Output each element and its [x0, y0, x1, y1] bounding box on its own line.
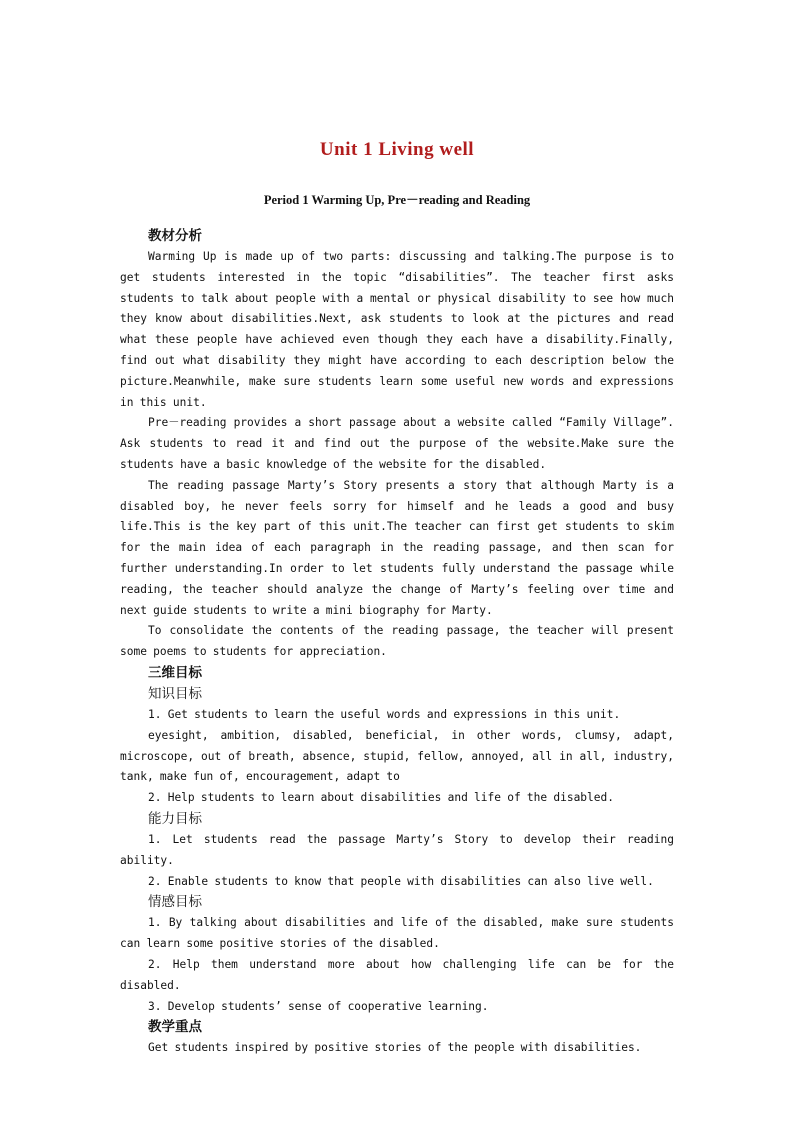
analysis-section: [120, 226, 674, 663]
analysis-paragraph-consolidate: To consolidate the contents of the reading passage, the teacher will present some poems to students for appreciation.: [120, 624, 674, 659]
emotion-objective-item: 1. By talking about disabilities and life of the disabled, make sure students can learn some positive stories of the disabled.: [120, 916, 674, 951]
ability-objectives-heading: 能力目标: [148, 810, 202, 827]
knowledge-objective-item: 1. Get students to learn the useful words and expressions in this unit.: [148, 707, 621, 721]
knowledge-objective-item: 2. Help students to learn about disabilities and life of the disabled.: [148, 791, 614, 805]
focus-heading: 教学重点: [148, 1019, 202, 1036]
objectives-section: [120, 663, 674, 1017]
knowledge-objectives-heading: 知识目标: [148, 685, 202, 702]
analysis-heading: 教材分析: [148, 228, 202, 244]
emotion-objective-item: 2. Help them understand more about how challenging life can be for the disabled.: [120, 957, 674, 992]
analysis-paragraph-pre-reading: Pre－reading provides a short passage about a website called “Family Village”. Ask students to read it and find out the purpose of the website.Make sure the students have a basic knowledge of the website for the disabled.: [120, 416, 674, 471]
analysis-paragraph-warming-up: Warming Up is made up of two parts: discussing and talking.The purpose is to get students interested in the topic “disabilities”. The teacher first asks students to talk about people with a mental or physical disability to see how much they know about disabilities.Next, ask students to look at the pictures and read what these people have achieved even though they each have a disability.Finally, find out what disability they might have according to each description below the picture.Meanwhile, make sure students learn some useful new words and expressions in this unit.: [120, 250, 674, 409]
focus-section: [120, 1017, 674, 1059]
ability-objective-item: 1. Let students read the passage Marty’s Story to develop their reading ability.: [120, 832, 674, 867]
document-body: [120, 226, 674, 1059]
period-subtitle: Period 1 Warming Up, Pre－reading and Reading: [263, 193, 531, 207]
emotion-objectives-heading: 情感目标: [148, 894, 202, 911]
unit-title: Unit 1 Living well: [319, 139, 475, 160]
focus-paragraph: Get students inspired by positive stories of the people with disabilities.: [148, 1041, 642, 1055]
analysis-paragraph-reading: The reading passage Marty’s Story presents a story that although Marty is a disabled boy, he never feels sorry for himself and he leads a good and busy life.This is the key part of this unit.The teacher can first get students to skim for the main idea of each paragraph in the reading passage, and then scan for further understanding.In order to let students fully understand the passage while reading, the teacher should analyze the change of Marty’s feeling over time and next guide students to write a mini biography for Marty.: [120, 478, 674, 617]
ability-objective-item: 2. Enable students to know that people with disabilities can also live well.: [148, 874, 654, 888]
objectives-heading: 三维目标: [148, 664, 202, 681]
vocabulary-list: eyesight, ambition, disabled, beneficial, in other words, clumsy, adapt, microscope, out of breath, absence, stupid, fellow, annoyed, all in all, industry, tank, make fun of, encouragement, adapt to: [120, 728, 674, 784]
emotion-objective-item: 3. Develop students’ sense of cooperative learning.: [148, 999, 489, 1013]
